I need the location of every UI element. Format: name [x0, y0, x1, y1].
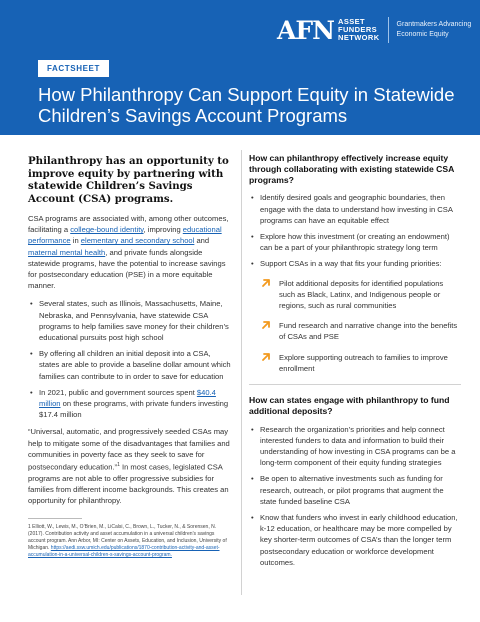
logo-mark: AFN	[277, 15, 334, 45]
logo-divider	[388, 17, 389, 43]
footnote-marker: 1	[117, 462, 120, 469]
left-bullet-list	[28, 298, 233, 420]
list-item: • Be open to alternative investments such as funding for research, outreach, or pilot programs that augment the state funded baseline CSA	[249, 473, 461, 507]
factsheet-badge: FACTSHEET	[38, 60, 109, 77]
intro-paragraph: CSA programs are associated with, among other outcomes, facilitating a college-bound identity, improving educational performance in elementary and secondary school and maternal mental health, and private funds alongside statewide programs, have the potential to increase savings for postsecondary education (PSE) in a more equitable manner.	[28, 214, 229, 291]
list-item: • Several states, such as Illinois, Massachusetts, Maine, Nebraska, and Pennsylvania, have statewide CSA programs to help families save money for their children’s educational pursuits post high school	[28, 298, 233, 343]
link-elementary-secondary-school[interactable]: elementary and secondary school	[80, 236, 195, 246]
list-item: Explore supporting outreach to families to improve enrollment	[253, 352, 461, 374]
section-divider	[249, 384, 461, 385]
column-divider	[241, 150, 242, 595]
footnote-rule	[28, 518, 82, 519]
link-maternal-mental-health[interactable]: maternal mental health	[28, 247, 106, 257]
right-column	[249, 153, 461, 573]
funding-priorities-list	[253, 278, 461, 374]
arrow-up-right-icon	[261, 278, 271, 288]
philanthropy-bullet-list	[249, 192, 461, 269]
header-banner	[0, 0, 480, 135]
list-item: Fund research and narrative change into the benefits of CSAs and PSE	[253, 320, 461, 342]
list-item: • By offering all children an initial deposit into a CSA, states are able to provide a baseline dollar amount which families can contribute to in order to save for education	[28, 348, 233, 382]
logo-word-1: ASSET	[338, 17, 366, 26]
left-column	[28, 155, 233, 559]
list-item: • Identify desired goals and geographic boundaries, then engage with the data to understand how investing in CSA programs can have an equitable effect	[249, 192, 461, 226]
list-item: Pilot additional deposits for identified populations such as Black, Latinx, and Indigenous people or regions, such as rural communities	[253, 278, 461, 312]
link-college-bound-identity[interactable]: college-bound identity	[70, 225, 144, 235]
intro-heading: Philanthropy has an opportunity to improve equity by partnering with statewide Children’s Savings Account (CSA) programs.	[28, 155, 229, 205]
logo-wordmark	[338, 18, 380, 42]
logo-word-3: NETWORK	[338, 33, 380, 42]
page-title: How Philanthropy Can Support Equity in Statewide Children’s Savings Account Programs	[38, 84, 455, 126]
afn-logo	[277, 10, 480, 50]
list-item: • Research the organization’s priorities and help connect interested funders to data and information to build their understanding of how investing in CSA programs can be a long-term component of their equity funding strategies	[249, 424, 461, 469]
arrow-up-right-icon	[261, 320, 271, 330]
link-educational-performance[interactable]: educational performance	[28, 225, 222, 246]
list-item: • In 2021, public and government sources spent $40.4 million on these programs, with private funders investing $17.4 million	[28, 387, 233, 421]
quote-paragraph: “Universal, automatic, and progressively seeded CSAs may help to mitigate some of the disadvantages that families and communities in poverty face as they seek to save for postsecondary education.”$^1$ In most cases, legislated CSA programs are not able to offer progressive subsidies for families from different income backgrounds. This creates an opportunity for philanthropy.	[28, 427, 230, 506]
footnote-link[interactable]: https://aedi.ssw.umich.edu/publications/1870-contribution-activity-and-asset-accumulation-in-a-universal-children-s-savings-account-program.	[28, 545, 220, 559]
list-item: • Support CSAs in a way that fits your funding priorities:	[249, 258, 461, 269]
logo-word-2: FUNDERS	[338, 25, 378, 34]
section-heading-philanthropy: How can philanthropy effectively increase equity through collaborating with existing statewide CSA programs?	[249, 153, 454, 185]
list-item: • Know that funders who invest in early childhood education, k-12 education, or healthcare may be more compelled by key shorter-term outcomes of CSA’s than the longer term postsecondary education or workforce development outcomes.	[249, 512, 461, 568]
states-bullet-list	[249, 424, 461, 568]
section-heading-states: How can states engage with philanthropy to fund additional deposits?	[249, 395, 450, 416]
link-40-million[interactable]: $40.4 million	[39, 387, 216, 409]
arrow-up-right-icon	[261, 352, 271, 362]
logo-tagline: Grantmakers Advancing Economic Equity	[396, 21, 472, 38]
list-item: • Explore how this investment (or creating an endowment) can be a part of your philanthropic strategy long term	[249, 231, 461, 253]
footnote: 1 Elliott, W., Lewis, M., O’Brien, M., LiCalsi, C., Brown, L., Tucker, N., & Sorensen, N. (2017). Contribution activity and asset accumulation in a universal children’s savings account program. Ann Arbor, MI: Center on Assets, Education, and Inclusion, University of Michigan. https://aedi.ssw.umich.edu/publications/1870-contribution-activity-and-asset-accumulation-in-a-universal-children-s-savings-account-program.	[28, 524, 227, 559]
